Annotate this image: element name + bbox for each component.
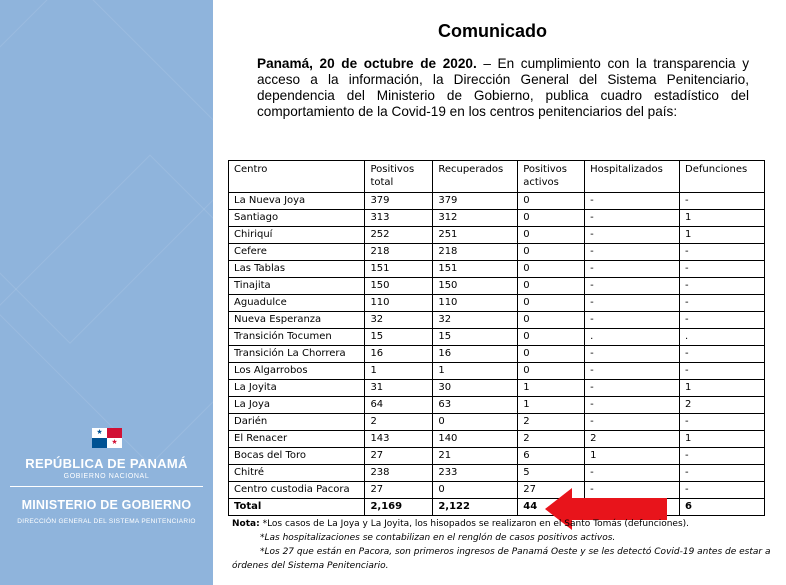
table-cell: - <box>585 312 680 329</box>
ministerio-label: MINISTERIO DE GOBIERNO <box>21 498 192 512</box>
table-row <box>229 244 765 261</box>
total-cell: 2,122 <box>433 499 518 516</box>
table-cell: 63 <box>433 397 518 414</box>
table-cell: - <box>585 465 680 482</box>
table-cell: - <box>680 244 765 261</box>
table-cell: - <box>585 380 680 397</box>
table-cell: 151 <box>365 261 433 278</box>
table-cell: 0 <box>518 227 585 244</box>
table-cell: 151 <box>433 261 518 278</box>
table-cell: Cefere <box>229 244 365 261</box>
table-cell: 1 <box>518 397 585 414</box>
column-header: Hospitalizados <box>585 161 680 193</box>
table-cell: Centro custodia Pacora <box>229 482 365 499</box>
total-cell: Total <box>229 499 365 516</box>
table-cell: 0 <box>518 244 585 261</box>
table-cell: 15 <box>365 329 433 346</box>
table-cell: 0 <box>518 312 585 329</box>
page-title: Comunicado <box>438 21 548 41</box>
panama-flag-icon: ★ ★ <box>92 428 122 448</box>
table-cell: 379 <box>433 193 518 210</box>
table-cell: - <box>585 363 680 380</box>
note-1 <box>232 517 772 531</box>
table-cell: Bocas del Toro <box>229 448 365 465</box>
table-cell: - <box>680 278 765 295</box>
table-cell: Transición Tocumen <box>229 329 365 346</box>
table-cell: 21 <box>433 448 518 465</box>
table-row <box>229 312 765 329</box>
table-cell: Transición La Chorrera <box>229 346 365 363</box>
table-cell: 0 <box>518 346 585 363</box>
table-cell: - <box>585 227 680 244</box>
table-cell: 2 <box>585 431 680 448</box>
total-cell: 44 <box>518 499 585 516</box>
table-cell: 218 <box>365 244 433 261</box>
table-cell: 0 <box>433 414 518 431</box>
table-header-row <box>229 161 765 193</box>
table-cell: 1 <box>680 227 765 244</box>
table-cell: 140 <box>433 431 518 448</box>
table-cell: 15 <box>433 329 518 346</box>
table-cell: - <box>680 448 765 465</box>
republica-label: REPÚBLICA DE PANAMÁ <box>25 456 188 471</box>
table-cell: 32 <box>365 312 433 329</box>
table-cell: - <box>585 210 680 227</box>
note-1-text: *Los casos de La Joya y La Joyita, los hisopados se realizaron en el Santo Tomás (defunciones). <box>259 519 690 529</box>
table-cell: 27 <box>365 482 433 499</box>
table-row <box>229 397 765 414</box>
table-cell: 27 <box>365 448 433 465</box>
table-cell: - <box>680 363 765 380</box>
table-cell: La Joya <box>229 397 365 414</box>
table-cell: 0 <box>518 295 585 312</box>
table-cell: 150 <box>433 278 518 295</box>
notes-section <box>232 517 772 573</box>
table-cell: - <box>585 295 680 312</box>
table-cell: - <box>680 312 765 329</box>
divider <box>10 486 203 487</box>
table-row <box>229 193 765 210</box>
table-row <box>229 465 765 482</box>
table-cell: 30 <box>433 380 518 397</box>
table-row <box>229 346 765 363</box>
table-row <box>229 210 765 227</box>
table-cell: 313 <box>365 210 433 227</box>
table-cell: - <box>585 278 680 295</box>
table-cell: 1 <box>680 380 765 397</box>
column-header: Positivos activos <box>518 161 585 193</box>
total-cell: 6 <box>680 499 765 516</box>
table-cell: 218 <box>433 244 518 261</box>
table-cell: Aguadulce <box>229 295 365 312</box>
table-cell: - <box>585 346 680 363</box>
table-cell: 110 <box>365 295 433 312</box>
table-cell: 0 <box>518 261 585 278</box>
table-cell: 150 <box>365 278 433 295</box>
table-cell: - <box>680 295 765 312</box>
table-cell: 0 <box>518 210 585 227</box>
table-cell: 0 <box>518 278 585 295</box>
table-cell: Santiago <box>229 210 365 227</box>
column-header: Positivos total <box>365 161 433 193</box>
table-cell: 1 <box>680 431 765 448</box>
table-row <box>229 261 765 278</box>
table-cell: 64 <box>365 397 433 414</box>
table-row <box>229 227 765 244</box>
column-header: Defunciones <box>680 161 765 193</box>
table-cell: - <box>585 261 680 278</box>
table-cell: 379 <box>365 193 433 210</box>
table-cell: El Renacer <box>229 431 365 448</box>
table-cell: - <box>680 414 765 431</box>
column-header: Recuperados <box>433 161 518 193</box>
intro-body: – En cumplimiento con la transparencia y acceso a la información, la Dirección General del Sistema Penitenciario, dependencia del Ministerio de Gobierno, publica cuadro estadístico del comportamiento de la Covid-19 en los centros penitenciarios del país: <box>257 56 749 119</box>
table-cell: Las Tablas <box>229 261 365 278</box>
gobierno-nacional-label: GOBIERNO NACIONAL <box>63 473 150 480</box>
table-row <box>229 278 765 295</box>
table-row <box>229 363 765 380</box>
table-cell: - <box>680 261 765 278</box>
table-cell: 1 <box>365 363 433 380</box>
table-cell: Darién <box>229 414 365 431</box>
table-cell: 238 <box>365 465 433 482</box>
table-cell: - <box>585 244 680 261</box>
table-cell: - <box>585 482 680 499</box>
table-cell: . <box>680 329 765 346</box>
table-cell: 16 <box>433 346 518 363</box>
table-row <box>229 414 765 431</box>
table-cell: 0 <box>518 329 585 346</box>
note-2: *Las hospitalizaciones se contabilizan en el renglón de casos positivos activos. <box>260 533 616 543</box>
covid-table <box>228 160 765 516</box>
table-cell: La Nueva Joya <box>229 193 365 210</box>
table-cell: Nueva Esperanza <box>229 312 365 329</box>
table-cell: 312 <box>433 210 518 227</box>
table-cell: - <box>680 193 765 210</box>
table-cell: 6 <box>518 448 585 465</box>
table-cell: 32 <box>433 312 518 329</box>
table-cell: 233 <box>433 465 518 482</box>
table-row <box>229 329 765 346</box>
table-cell: Tinajita <box>229 278 365 295</box>
intro-paragraph <box>257 56 749 120</box>
table-cell: 27 <box>518 482 585 499</box>
note-label: Nota: <box>232 519 260 529</box>
table-cell: 31 <box>365 380 433 397</box>
table-row <box>229 431 765 448</box>
table-cell: 1 <box>518 380 585 397</box>
note-3: *Los 27 que están en Pacora, son primeros ingresos de Panamá Oeste y se les detectó Covid-19 antes de estar a órdenes del Sistema Penitenciario. <box>232 547 771 571</box>
direccion-label: DIRECCIÓN GENERAL DEL SISTEMA PENITENCIARIO <box>17 518 196 525</box>
table-cell: 251 <box>433 227 518 244</box>
table-cell: 0 <box>433 482 518 499</box>
table-cell: 2 <box>680 397 765 414</box>
table-cell: - <box>680 465 765 482</box>
table-cell: - <box>585 414 680 431</box>
table-cell: - <box>680 346 765 363</box>
table-row <box>229 295 765 312</box>
table-cell: - <box>585 397 680 414</box>
table-cell: - <box>585 193 680 210</box>
table-cell: 2 <box>518 414 585 431</box>
table-row <box>229 380 765 397</box>
table-cell: La Joyita <box>229 380 365 397</box>
table-cell: Los Algarrobos <box>229 363 365 380</box>
table-cell: 0 <box>518 193 585 210</box>
table-cell: 16 <box>365 346 433 363</box>
table-cell: Chitré <box>229 465 365 482</box>
table-row <box>229 448 765 465</box>
sidebar-panel <box>0 0 213 585</box>
table-cell: Chiriquí <box>229 227 365 244</box>
intro-lead: Panamá, 20 de octubre de 2020. <box>257 56 477 71</box>
table-cell: 1 <box>680 210 765 227</box>
table-row <box>229 482 765 499</box>
column-header: Centro <box>229 161 365 193</box>
table-cell: - <box>680 482 765 499</box>
table-cell: 0 <box>518 363 585 380</box>
table-cell: 1 <box>433 363 518 380</box>
table-cell: . <box>585 329 680 346</box>
table-cell: 5 <box>518 465 585 482</box>
table-cell: 252 <box>365 227 433 244</box>
table-cell: 1 <box>585 448 680 465</box>
table-cell: 143 <box>365 431 433 448</box>
table-cell: 110 <box>433 295 518 312</box>
table-cell: 2 <box>365 414 433 431</box>
total-cell: 2,169 <box>365 499 433 516</box>
table-cell: 2 <box>518 431 585 448</box>
total-row <box>229 499 765 516</box>
